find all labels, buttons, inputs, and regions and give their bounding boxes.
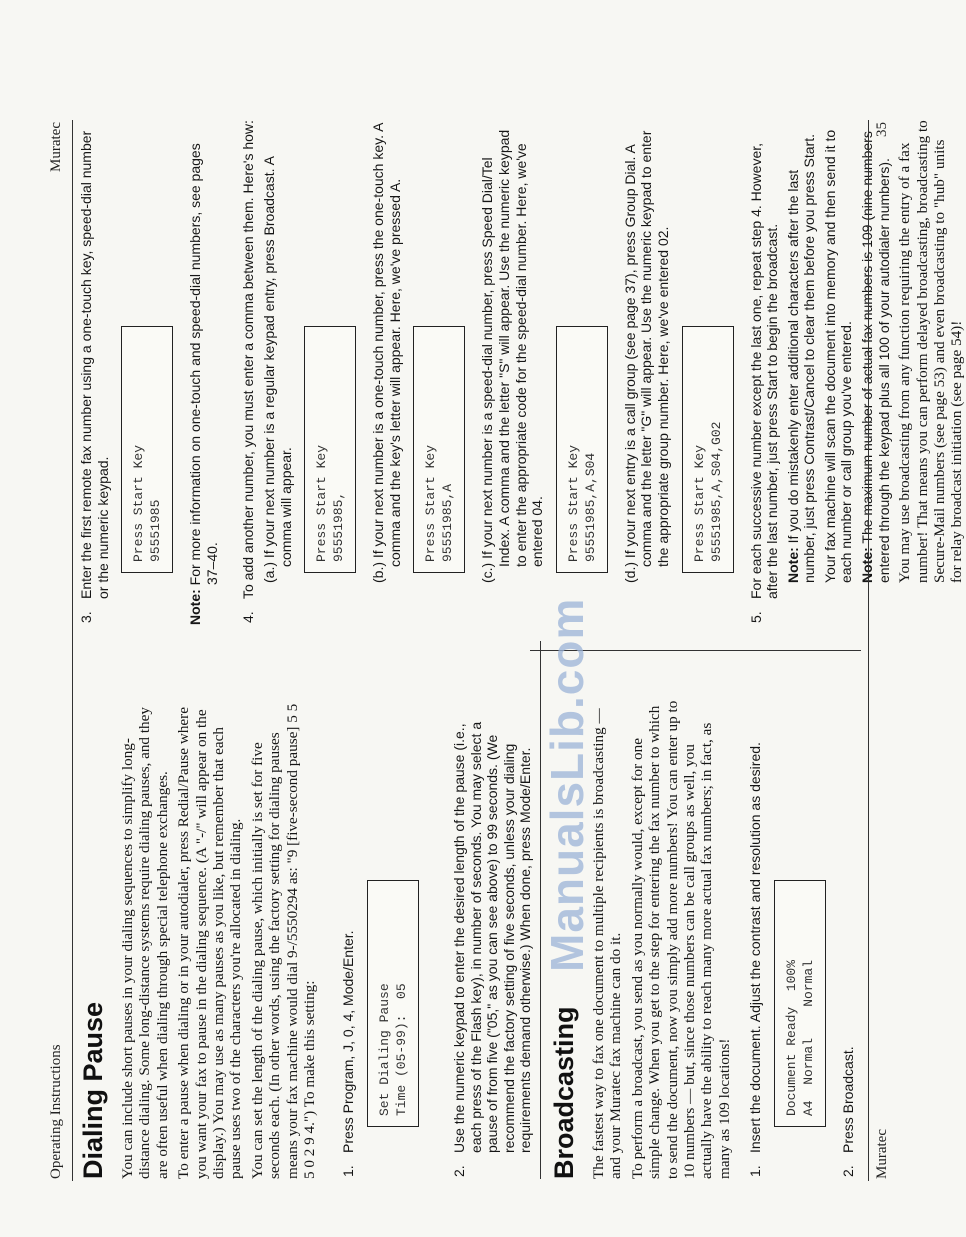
lcd-display-step-4c: Press Start Key 95551985,A,S04 (556, 326, 608, 573)
broadcasting-step-1: 1. Insert the document. Adjust the contrast and resolution as desired. (747, 742, 764, 1177)
note-label: Note: (859, 547, 876, 583)
note-text: If you do mistakenly enter additional characters after the last number, just press Contrast/Cancel to clear them before you press Start. (784, 134, 818, 583)
step-text: Insert the document. Adjust the contrast and resolution as desired. (747, 742, 764, 1153)
note-one-touch (187, 120, 220, 625)
step-4c: (c.) If your next number is a speed-dial number, press Speed Dial/Tel Index. A comma and the letter "S" will appear. Use the numeric keypad to enter the appropriate code for the speed-dial number. Here, we've entered 04. (479, 129, 546, 583)
note-label: Note: (784, 547, 801, 583)
broadcast-step-5: 5. For each successive number except the last one, repeat step 4. However, after the last number, just press Start to begin the broadcast. (747, 142, 781, 623)
broadcasting-title: Broadcasting (549, 1006, 580, 1179)
note-text: The maximum number of actual fax numbers is 109 (nine numbers entered through the keypad plus all 100 of your autodialer numbers). (859, 131, 892, 583)
dialing-pause-step-1: 1. Press Program, J, 0, 4, Mode/Enter. (340, 930, 357, 1177)
lcd-display-step-4d: Press Start Key 95551985,A,S04,G02 (682, 326, 734, 573)
broadcast-step-3: 3. Enter the first remote fax number using a one-touch key, speed-dial number or the numeric keypad. (78, 130, 111, 623)
footer-rule (868, 120, 869, 1181)
scan-paragraph: Your fax machine will scan the document into memory and then send it to each number or call group you've entered. (821, 129, 855, 583)
lcd-display-step-3: Press Start Key 95551985 (121, 326, 173, 573)
left-column (78, 699, 860, 1179)
right-column (78, 120, 966, 625)
step-4b: (b.) If your next number is a one-touch number, press the one-touch key. A comma and the key's letter will appear. Here, we've pressed A. (370, 123, 403, 583)
lcd-display-dialing-pause: Set Dialing Pause Time (05-99): 05 (367, 880, 419, 1127)
lcd-display-document-ready: Document Ready 100% A4 Normal Normal (774, 880, 826, 1127)
header-section: Operating Instructions (48, 1044, 64, 1179)
broadcasting-step-2: 2. Press Broadcast. (839, 1046, 856, 1177)
dialing-pause-p2: To enter a pause when dialing or in your autodialer, press Redial/Pause where you want your fax to pause in the dialing sequence. (A "-/" will appear on the display.) You may use as many pauses as you like, but remember that each pause uses two of the characters you're allocated in dialing. (175, 707, 245, 1179)
note-text: For more information on one-touch and speed-dial numbers, see pages 37–40. (187, 143, 220, 586)
footer-brand: Muratec (874, 1129, 890, 1179)
step-text: Use the numeric keypad to enter the desired length of the pause (i.e., each press of the Flash key), in number of seconds. You may select a pause of from five ("05," as you can see above) to 99 seconds. (We recommend the factory setting of five seconds, unless your dialing requirements demand otherwise.) When done, press Mode/Enter. (451, 721, 534, 1153)
note-maximum (859, 120, 892, 583)
step-4d: (d.) If your next entry is a call group (see page 37), press Group Dial. A comma and the letter "G" will appear. Use the numeric keypad to enter the appropriate group number. Here, we've entered 02. (621, 130, 671, 583)
step-4a: (a.) If your next number is a regular keypad entry, press Broadcast. A comma will appear. (260, 156, 294, 583)
lcd-display-step-4a: Press Start Key 95551985, (304, 326, 356, 573)
dialing-pause-step-2: 2. Use the numeric keypad to enter the desired length of the pause (i.e., each press of the Flash key), in number of seconds. You may select a pause of from five ("05," as you can see above) to 99 seconds. (We recommend the factory setting of five seconds, unless your dialing requirements demand otherwise.) When done, press Mode/Enter. (451, 721, 534, 1177)
watermark: ManualsLib.com (541, 597, 593, 972)
header-rule (72, 120, 73, 1181)
step-text: Press Broadcast. (839, 1046, 856, 1153)
step-text: To add another number, you must enter a comma between them. Here's how: (240, 120, 257, 599)
dialing-pause-title: Dialing Pause (78, 1001, 108, 1179)
lcd-display-step-4b: Press Start Key 95551985,A (413, 326, 465, 573)
note-label: Note: (187, 589, 204, 625)
broadcast-closing-paragraph: You may use broadcasting from any function requiring the entry of a fax number! That means you can perform delayed broadcasting, broadcasting to Secure-Mail numbers (see page 53) and even broadcasting to "hub" units for relay broadcast initiation (see page 54)! (896, 120, 966, 583)
step-text: For each successive number except the last one, repeat step 4. However, after the last number, just press Start to begin the broadcast. (747, 142, 781, 599)
broadcast-step-4: 4. To add another number, you must enter a comma between them. Here's how: (240, 120, 257, 623)
dialing-pause-p1: You can include short pauses in your dialing sequences to simplify long-distance dialing. Some long-distance systems require dialing pauses, and they are often useful when dialing through special telephone exchanges. (119, 707, 171, 1179)
page-number: 35 (874, 122, 890, 137)
broadcasting-p2: To perform a broadcast, you send as you normally would, except for one simple change. When you get to the step for entering the fax number to which to send the document, now you simply add more numbers! You can enter up to 10 numbers — but, since those numbers can be call groups as well, you actually have the ability to reach many more actual fax numbers; in fact, as many as 109 locations! (628, 700, 733, 1179)
header-brand: Muratec (48, 122, 64, 172)
broadcasting-p1: The fastest way to fax one document to multiple recipients is broadcasting — and your Muratec fax machine can do it. (590, 708, 625, 1179)
dialing-pause-p3: You can set the length of the dialing pause, which initially is set for five seconds each. (In other words, using the factory setting for dialing pauses means your fax machine would dial 9-/5550294 as: "9 [five-second pause] 5 5 5 0 2 9 4.") To make this setting: (248, 703, 319, 1179)
note-mistake (785, 120, 818, 583)
step-text: Enter the first remote fax number using a one-touch key, speed-dial number or the numeric keypad. (78, 130, 111, 599)
step-text: Press Program, J, 0, 4, Mode/Enter. (340, 930, 357, 1153)
